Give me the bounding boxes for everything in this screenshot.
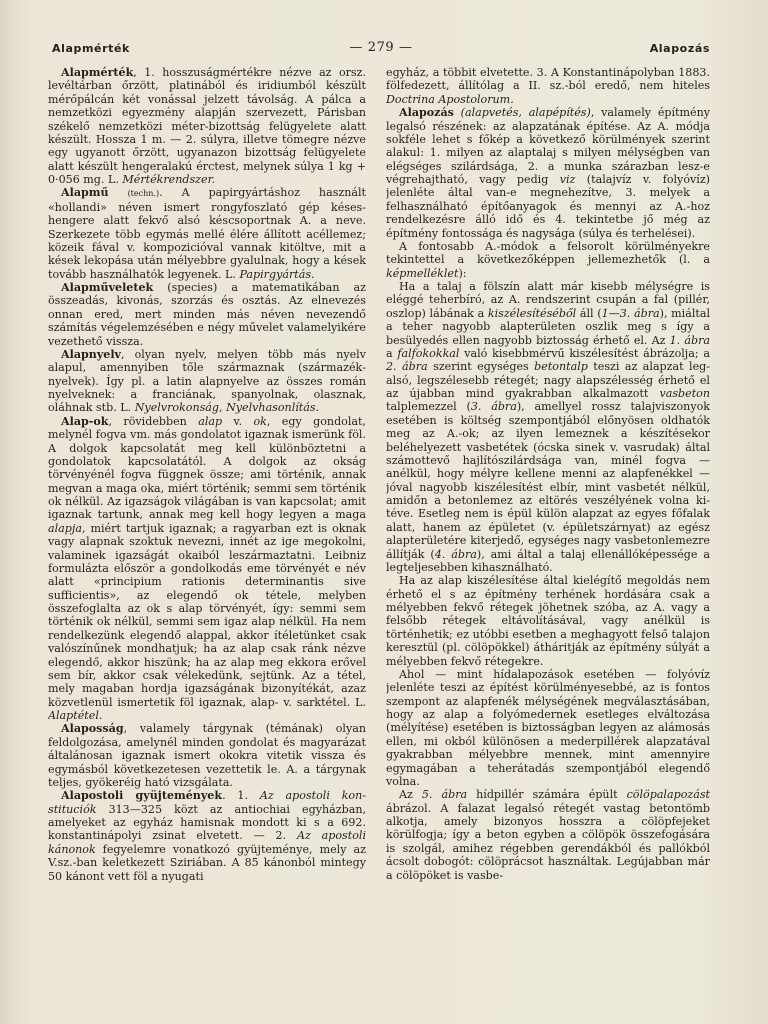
entry-continuation: egyház, a többit elvetette. 3. A Konstantinápolyban 1883. fölfedezett, állítólag a II. sz.-ból eredő, nem hiteles Doctrina Apostolorum. [386, 66, 710, 106]
right-column [386, 66, 710, 1021]
left-column [48, 66, 366, 1021]
entry-alapnyelv: Alapnyelv, olyan nyelv, melyen több más nyelv alapul, amennyiben tőle származnak (származéknyelvek). Így pl. a latin alapnyelve az összes román nyelveknek: a franciának, spanyolnak, olasznak, oláhnak stb. L. Nyelvrokonság, Nyelvhasonlítás. [48, 347, 366, 415]
entry-alap-ok: Alap-ok, rövidebben alap v. ok, egy gondolat, melynél fogva vm. más gondolatot igaznak ismerünk föl. A dolgok kapcsolatát meg kell különböztetni a gondolatok kapcsolatától. A dolgok az okság törvényénél fogva függnek össze; ami történik, annak megvan a maga oka, miért történik; semmi sem történik ok nélkül. Az igazságok világában is van kapcsolat; amit igaznak tartunk, annak meg kell hogy legyen a maga alapja, miért tartjuk igaznak; a ragyarban ezt is oknak vagy alapnak szoktuk nevezni, innét az ige megokolni, valaminek igazságát okaiból leszármaztatni. Leibniz formulázta először a gondolkodás eme törvényét e név alatt «principium rationis determinantis sive sufficientis», az elegendő ok tétele, melyben összefoglalta az ok s alap törvényét, így: semmi sem történik ok nélkül, semmi sem igaz alap nélkül. Ha nem rendelkezünk elegendő alappal, akkor ítéletünket csak valószínűnek mondhatjuk; ha az alap csak ránk nézve elegendő, akkor hiszünk; ha az alap meg ekkora erővel sem bír, akkor csak vélekedünk, sejtünk. Az a tétel, mely magaban hordja igazságának bizonyítékát, azaz közvetlenül ismertetik föl igaznak, alap- v. sarktétel. L. Alaptétel. [48, 414, 366, 722]
page-header [52, 40, 710, 58]
header-left-keyword: Alapmérték [52, 42, 130, 55]
page-number: — 279 — [349, 40, 413, 55]
paragraph-melyebb-retegek: Ha az alap kiszélesítése által kielégítő megoldás nem érhető el s az építmény terhének hordására csak a mélyebben fekvő rétegek jöhetnek szóba, az A. vagy a felsőbb rétegek eltávolításával, vagy anélkül is történhetik; ez utóbbi esetben a meghagyott felső talajon keresztül (pl. cölöpökkel) átháritják az építmény súlyát a mélyebben fekvő rétegekre. [386, 574, 710, 668]
entry-alapmu: Alapmű (techn.). A papirgyártáshoz használt «hollandi» néven ismert rongyfoszlató gép késeshengere alatt fekvő alsó késcsoportnak A. a neve. Szerkezete több egymás mellé élére állított acéllemez; közeik fával v. kompozicióval vannak kitöltve, mit a kések lekopása után mélyebbre gyalulnak, hogy a kések tovább használhatók legyenek. L. Papirgyártás. [48, 186, 366, 281]
entry-alapozas: Alapozás (alapvetés, alapépítés), valamely építmény legalsó részének: az alapzatának építése. Az A. módja sokféle lehet s főkép a következő körülmények szerint alakul: 1. milyen az alaptalaj s milyen mélységben van elégséges szilárdsága, 2. a munka szárazban lesz-e végrehajtható, vagy pedig viz (talajvíz v. folyóvíz) jelenléte által van-e megnehezítve, 3. melyek a felhasználható építőanyagok és mennyi az A.-hoz rendelkezésre álló idő és 4. tekintetbe jő még az építmény fontossága és nagysága (súlya és terhelései). [386, 106, 710, 240]
paragraph-hidalapozas: Ahol — mint hídalapozások esetében — folyóvíz jelenléte teszi az építést körülményesebbé, az is fontos szempont az alapfenék mélységének megválasztásában, hogy az alap a folyómedernek esetleges elváltozása (mélyítése) esetében is biztosságban legyen az alámosás ellen, mi okból különösen a mederpillérek alapzatával gyakrabban mélyebbre mennek, mint amennyire egymagában a teherátadás szempontjából elegendő volna. [386, 667, 710, 788]
paragraph-kiszelesites: Ha a talaj a fölszín alatt már kisebb mélységre is eléggé teherbíró, az A. rendszerint csupán a fal (pillér, oszlop) lábának a kiszélesítéséből áll (1—3. ábra), miáltal a teher nagyobb alapterületen oszlik meg s így a besülyedés ellen nagyobb biztosság érhető el. Az 1. ábra a falfokokkal való kisebbmérvű kiszélesítést ábrázolja; a 2. ábra szerint egységes betontalp teszi az alapzat legalsó, legszélesebb rétegét; nagy alapszélesség érhető el az újabban mind gyakrabban alkalmazott vasbeton talplemezzel (3. ábra), amellyel rossz talajviszonyok esetében is költség szempontjából előnyösen oldhatók meg az A.-ok; az ilyen lemeznek a készítésekor beléhelyezett vasbetétek (ócska sinek v. vasrudak) által számottevő hajlítószilárdsága van, minél fogva — anélkül, hogy mélyre kellene menni az alapfenékkel — jóval nagyobb kiszélesítést elbír, mint vasbetét nélkül, amidőn a betonlemez az eltörés veszélyének volna kitéve. Esetleg nem is épül külön alapzat az egyes főfalak alatt, hanem az épületet (v. épületszárnyat) az egész alapterületére kiterjedő, egységes nagy vasbetonlemezre állítják (4. ábra), ami által a talaj ellenállóképessége a legteljesebben kihasználható. [386, 280, 710, 574]
entry-alaposság: Alaposság, valamely tárgynak (témának) olyan feldolgozása, amelynél minden gondolat és magyarázat általánosan igaznak ismert okokra vitetik vissza és egymásból következetesen vezettetik le. A. a tárgynak teljes, gyökeréig ható vizsgálata. [48, 722, 366, 789]
entry-alapostoli-gyujtemenyek: Alapostoli gyüjtemények. 1. Az apostoli konstituciók 313—325 közt az antiochiai egyházban, amelyeket az egyház hamisnak mondott ki s a 692. konstantinápolyi zsinat elvetett. — 2. Az apostoli kánonok fegyelemre vonatkozó gyüjteménye, mely az V.sz.-ban keletkezett Sziriában. A 85 kánonból mintegy 50 kánont vett föl a nyugati [48, 789, 366, 883]
paragraph-fontosabb-modok: A fontosabb A.-módok a felsorolt körülményekre tekintettel a következőképpen jellemezhetők (l. a képmelléklet): [386, 239, 710, 280]
paragraph-cölöpalapozas: Az 5. ábra hídpillér számára épült cölöpalapozást ábrázol. A falazat legalsó rétegét vastag betontömb alkotja, amely bizonyos hosszra a cölöpfejeket körülfogja; így a beton egyben a cölöpök összefogására is szolgál, amihez régebben gerendákból és pallókból ácsolt dobogót: cölöprácsot használtak. Legújabban már a cölöpöket is vasbe- [386, 788, 710, 882]
header-right-keyword: Alapozás [649, 42, 710, 55]
entry-alapmuveletek: Alapműveletek (species) a matematikában az összeadás, kivonás, szorzás és osztás. Az elnevezés onnan ered, mert minden más néven nevezendő számítás végelemzésében e négy művelet valamelyikére vezethető vissza. [48, 281, 366, 348]
entry-alapmertek: Alapmérték, 1. hosszuságmértékre nézve az orsz. levéltárban őrzött, platinából és iridiumból készült mérőpálcán két vonással jelzett távolság. A pálca a nemzetközi egyezmény alapján szervezett, Párisban székelő nemzetközi méter-bizottság felügyelete alatt készült. Hossza 1 m. — 2. súlyra, illetve tömegre nézve egy ugyanott őrzött, ugyanazon bizottság felügyelete alatt készült hengeralakú érctest, melynek súlya 1 kg + 0·056 mg. L. Mértékrendszer. [48, 66, 366, 186]
